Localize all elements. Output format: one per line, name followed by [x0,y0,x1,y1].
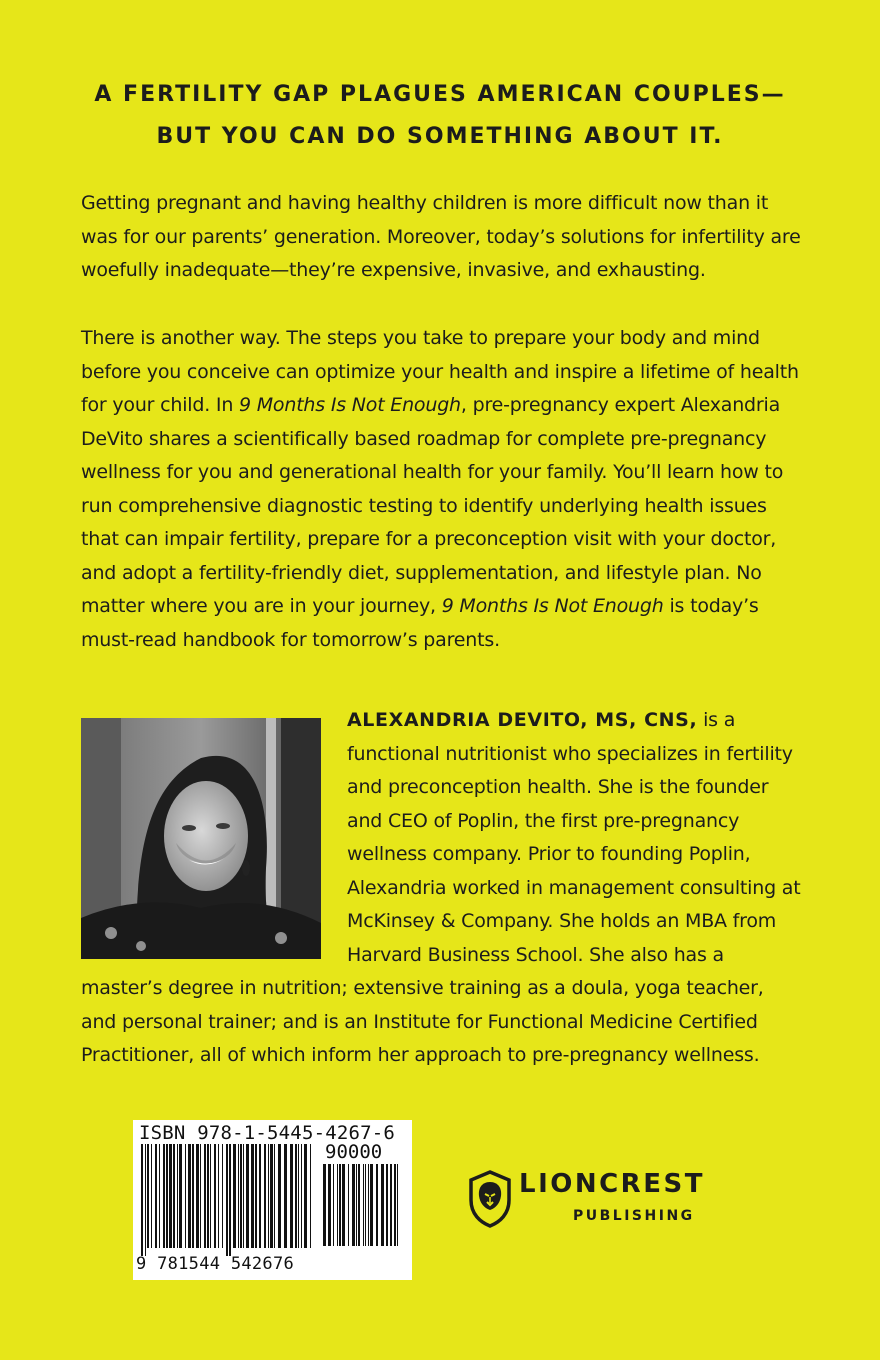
barcode-bar [290,1144,293,1248]
barcode-bar [185,1144,186,1248]
barcode-bar [259,1144,261,1248]
barcode-bar [390,1164,392,1246]
isbn-barcode [133,1120,412,1280]
barcode-bar [240,1144,242,1248]
barcode-ean-number: 9 781544 542676 [136,1254,295,1274]
barcode-bar [196,1144,199,1248]
author-name: ALEXANDRIA DEVITO, MS, CNS, [347,709,698,731]
barcode-bar [352,1164,355,1246]
barcode-bar [210,1144,211,1248]
barcode-bar [394,1164,396,1246]
barcode-bar [298,1144,299,1248]
publisher-subtitle: PUBLISHING [573,1208,695,1224]
barcode-bar [365,1164,366,1246]
barcode-bar [251,1144,254,1248]
description-paragraph-2 [81,322,801,657]
barcode-bar [200,1144,201,1248]
barcode-bar [274,1144,275,1248]
barcode-bar [363,1164,364,1246]
barcode-bar [177,1144,178,1248]
barcode-addon-number: 90000 [325,1141,383,1163]
barcode-bar [188,1144,191,1248]
book-title-mention-2: 9 Months Is Not Enough [441,595,664,617]
barcode-bar [278,1144,281,1248]
barcode-bar [163,1144,165,1248]
author-bio [81,704,803,1073]
barcode-bar [204,1144,206,1248]
barcode-bar [155,1144,157,1248]
back-cover-headline [0,74,880,158]
barcode-bar [333,1164,334,1246]
barcode-bar [145,1144,146,1256]
barcode-bar [229,1144,231,1256]
barcode-bar [368,1164,369,1246]
isbn-label: ISBN 978-1-5445-4267-6 [139,1122,396,1144]
book-title-mention-1: 9 Months Is Not Enough [239,394,461,416]
barcode-bar [264,1144,266,1248]
barcode-bar [304,1144,307,1248]
barcode-bar [207,1144,209,1248]
paragraph-2-text-b: , pre-pregnancy expert Alexandria DeVito shares a scientifically based roadmap for complete pre-pregnancy wellness for you and generational health for your family. You’ll learn how to run comprehensive diagnostic testing to identify underlying health issues that can impair fertility, prepare for a preconception visit with your doctor, and adopt a fertility-friendly diet, supplementation, and lifestyle plan. No matter where you are in your journey, [81,394,784,617]
barcode-bar [222,1144,223,1248]
barcode-bar [238,1144,239,1248]
barcode-bar [386,1164,388,1246]
barcode-bar [166,1144,168,1248]
barcode-bar [233,1144,236,1248]
publisher-logo [467,1170,757,1230]
paragraph-2-text-a: There is another way. The steps you take to prepare your body and mind before you conceive can optimize your health and inspire a lifetime of health for your child. In [81,327,799,416]
barcode-bar [173,1144,175,1248]
barcode-bar [370,1164,373,1246]
barcode-bar [295,1144,297,1248]
publisher-name: LIONCREST [519,1169,705,1199]
barcode-bar [246,1144,249,1248]
description-paragraph-1: Getting pregnant and having healthy children is more difficult now than it was for our parents’ generation. Moreover, today’s solutions for infertility are woefully inadequate—they’re expensive, invasive, and exhausting. [81,192,801,281]
barcode-bar [255,1144,257,1248]
barcode-bar [214,1144,216,1248]
barcode-bar [243,1144,244,1248]
headline-line-2: BUT YOU CAN DO SOMETHING ABOUT IT. [156,124,724,149]
barcode-bar [159,1144,160,1248]
barcode-bar [301,1144,302,1248]
barcode-bar [284,1144,287,1248]
barcode-bar [310,1144,311,1248]
barcode-bar [337,1164,338,1246]
barcode-bar [356,1164,357,1246]
barcode-bar [270,1144,273,1248]
barcode-bar [342,1164,345,1246]
paragraph-2-text-c: is today’s must-read handbook for tomorrow’s parents. [81,595,759,651]
barcode-bar [397,1164,398,1246]
barcode-bar [339,1164,341,1246]
barcode-bars [141,1144,316,1256]
barcode-bar [147,1144,149,1248]
barcode-bar [268,1144,269,1248]
barcode-bar [226,1144,228,1256]
author-bio-text: is a functional nutritionist who specializes in fertility and preconception health. She is the founder and CEO of Poplin, the first pre-pregnancy wellness company. Prior to founding Poplin, Alexandria worked in management consulting at McKinsey & Company. She holds an MBA from Harvard Business School. She also has a master’s degree in nutrition; extensive training as a doula, yoga teacher, and personal trainer; and is an Institute for Functional Medicine Certified Practitioner, all of which inform her approach to pre-pregnancy wellness. [81,709,801,1066]
barcode-bar [376,1164,378,1246]
barcode-bar [218,1144,219,1248]
barcode-bar [323,1164,326,1246]
barcode-bar [169,1144,172,1248]
barcode-bar [358,1164,360,1246]
barcode-bar [328,1164,331,1246]
barcode-bar [179,1144,182,1248]
barcode-bar [192,1144,194,1248]
barcode-bar [141,1144,143,1256]
barcode-bar [348,1164,349,1246]
barcode-bar [381,1164,384,1246]
barcode-bar [151,1144,152,1248]
barcode-addon-bars [323,1164,403,1254]
headline-line-1: A FERTILITY GAP PLAGUES AMERICAN COUPLES— [94,82,786,107]
lion-shield-icon [467,1170,513,1228]
